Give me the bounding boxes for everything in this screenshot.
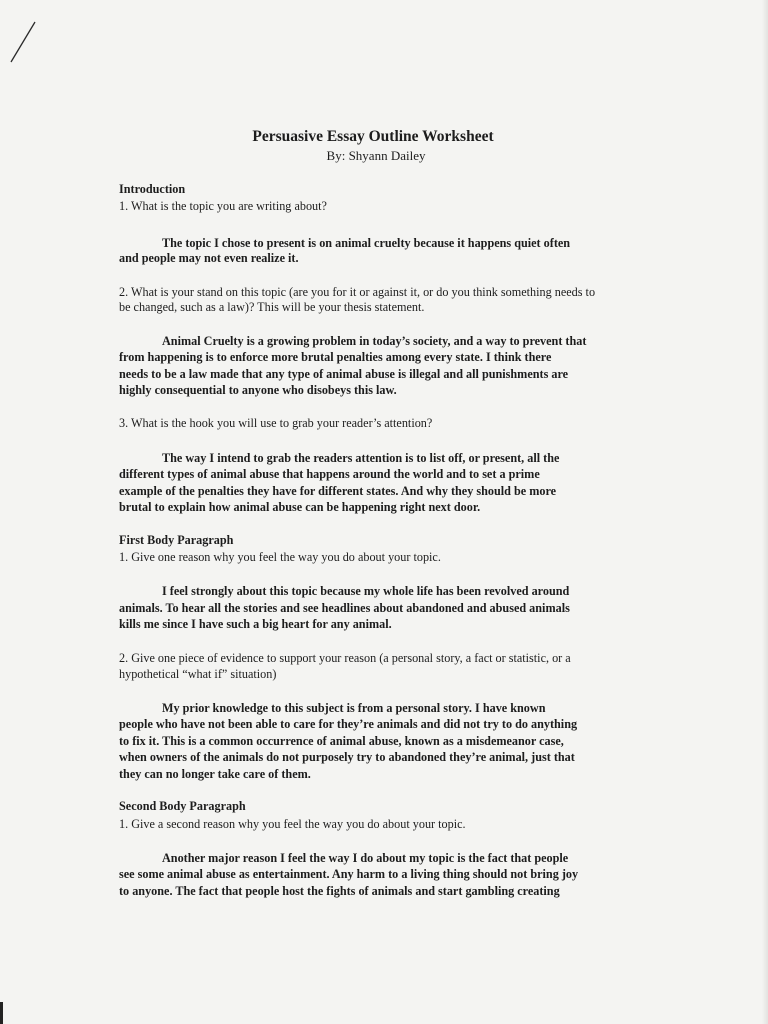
answer-line: animals. To hear all the stories and see headlines about abandoned and abused animals <box>119 601 570 615</box>
document-author: By: Shyann Dailey <box>326 148 426 163</box>
section-heading-introduction: Introduction <box>119 182 186 196</box>
section-heading-first-body: First Body Paragraph <box>119 533 234 547</box>
answer-line: and people may not even realize it. <box>119 251 299 265</box>
answer-line: kills me since I have such a big heart for any animal. <box>119 617 392 631</box>
answer-line: Animal Cruelty is a growing problem in today’s society, and a way to prevent that <box>162 334 587 348</box>
answer-line: The way I intend to grab the readers attention is to list off, or present, all the <box>162 451 560 465</box>
section-heading-second-body: Second Body Paragraph <box>119 799 246 813</box>
answer-line: different types of animal abuse that happens around the world and to set a prime <box>119 467 540 481</box>
question-line: 2. Give one piece of evidence to support your reason (a personal story, a fact or statistic, or a <box>119 651 571 665</box>
question-line: 3. What is the hook you will use to grab your reader’s attention? <box>119 416 433 430</box>
answer-line: to anyone. The fact that people host the fights of animals and start gambling creating <box>119 884 560 898</box>
answer-line: I feel strongly about this topic because my whole life has been revolved around <box>162 584 570 598</box>
answer-line: when owners of the animals do not purposely try to abandoned they’re animal, just that <box>119 750 575 764</box>
answer-line: highly consequential to anyone who disobeys this law. <box>119 383 397 397</box>
answer-line: from happening is to enforce more brutal penalties among every state. I think there <box>119 350 552 364</box>
answer-line: people who have not been able to care for they’re animals and did not try to do anything <box>119 717 578 731</box>
answer-line: to fix it. This is a common occurrence of animal abuse, known as a misdemeanor case, <box>119 734 564 748</box>
answer-line: Another major reason I feel the way I do about my topic is the fact that people <box>162 851 569 865</box>
document-title: Persuasive Essay Outline Worksheet <box>252 128 494 145</box>
answer-line: they can no longer take care of them. <box>119 767 311 781</box>
answer-line: My prior knowledge to this subject is from a personal story. I have known <box>162 701 546 715</box>
answer-line: The topic I chose to present is on animal cruelty because it happens quiet often <box>162 236 571 250</box>
answer-line: example of the penalties they have for different states. And why they should be more <box>119 484 557 498</box>
answer-line: see some animal abuse as entertainment. Any harm to a living thing should not bring joy <box>119 867 579 881</box>
question-line: 1. Give one reason why you feel the way you do about your topic. <box>119 550 441 564</box>
question-line: 1. What is the topic you are writing about? <box>119 199 327 213</box>
answer-line: brutal to explain how animal abuse can be happening right next door. <box>119 500 481 514</box>
answer-line: needs to be a law made that any type of animal abuse is illegal and all punishments are <box>119 367 569 381</box>
scan-shadow-edge <box>762 0 768 1024</box>
question-line: 1. Give a second reason why you feel the way you do about your topic. <box>119 817 466 831</box>
pen-stroke-mark <box>8 20 38 64</box>
question-line: 2. What is your stand on this topic (are you for it or against it, or do you think something needs to <box>119 285 596 299</box>
question-line: hypothetical “what if” situation) <box>119 667 277 681</box>
scan-edge-mark <box>0 1002 3 1024</box>
question-line: be changed, such as a law)? This will be your thesis statement. <box>119 300 425 314</box>
